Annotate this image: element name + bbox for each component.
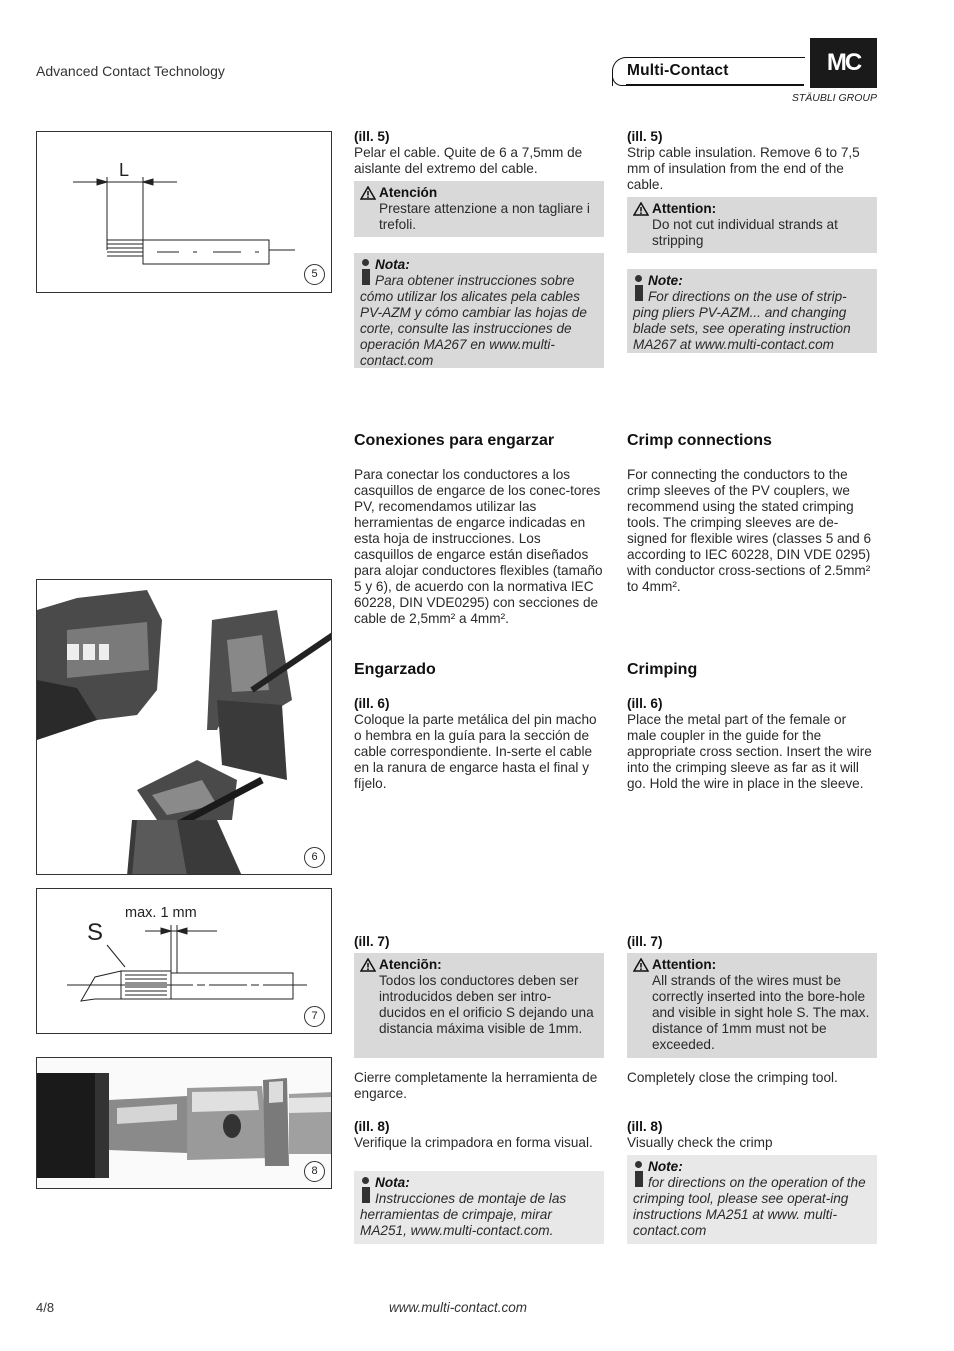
es-ill7-ref: (ill. 7) [354, 934, 390, 949]
en-close-tool-text: Completely close the crimping tool. [627, 1070, 838, 1085]
es-column [354, 129, 604, 368]
en-strip-note-body: For directions on the use of strip-ping pliers PV-AZM... and changing blade sets, see operating instruction MA267 at www.multi-contact.com [633, 289, 851, 352]
en-ill6-ref: (ill. 6) [627, 696, 663, 711]
en-strip-note [627, 269, 877, 353]
warning-icon [360, 186, 376, 200]
brand-underline [626, 84, 804, 86]
footer-url[interactable]: www.multi-contact.com [389, 1300, 528, 1315]
en-strip-warning-body: Do not cut individual strands at stripping [652, 217, 838, 248]
es-check-note-body: Instrucciones de montaje de las herramientas de crimpaje, mirar MA251, www.multi-contact.com. [360, 1191, 567, 1238]
es-crimp-warning-title: Atenciõn: [379, 957, 442, 972]
es-engarzado-text: Coloque la parte metálica del pin macho o hembra en la guía para la sección de cable correspondiente. In-serte el cable en la ranura de engarce hasta el final y fíjelo. [354, 712, 597, 791]
en-check-note [627, 1155, 877, 1244]
es-strip-text: Pelar el cable. Quite de 6 a 7,5mm de aislante del extremo del cable. [354, 145, 583, 176]
en-crimp-warning [627, 953, 877, 1058]
es-strip-warning-body: Prestare attenzione a non tagliare i trefoli. [379, 201, 590, 232]
en-check-text: Visually check the crimp [627, 1135, 773, 1150]
es-strip-warning-title: Atención [379, 185, 438, 200]
es-ill6-ref: (ill. 6) [354, 696, 390, 711]
es-crimp-warning-body: Todos los conductores deben ser introducidos deben ser intro-ducidos en el orificio S dejando una distancia máxima visible de 1mm. [379, 973, 594, 1036]
es-strip-warning [354, 181, 604, 237]
en-ill7-ref: (ill. 7) [627, 934, 663, 949]
info-icon [633, 273, 645, 303]
warning-icon [633, 202, 649, 216]
es-strip-note-body: Para obtener instrucciones sobre cómo utilizar los alicates pela cables PV-AZM y cómo cambiar las hojas de corte, consulte las instrucciones de operación MA267 en www.multi-contact.com [360, 273, 587, 368]
es-check-note-title: Nota: [375, 1175, 410, 1190]
illustration-number-8: 8 [304, 1161, 325, 1182]
es-ill8-ref: (ill. 8) [354, 1119, 390, 1134]
dimension-label-l: L [119, 160, 130, 180]
en-heading-crimping: Crimping [627, 661, 698, 678]
en-check-note-body: for directions on the operation of the crimping tool, please see operat-ing instructions MA251 at www. multi-contact.com [633, 1175, 866, 1238]
en-strip-warning [627, 197, 877, 253]
strip-length-diagram [37, 132, 332, 293]
es-ill5-ref: (ill. 5) [354, 129, 390, 144]
en-crimp-warning-body: All strands of the wires must be correctly inserted into the bore-hole and visible in sight hole S. The max. distance of 1mm must not be exceeded. [652, 973, 870, 1052]
es-heading-engarzado: Engarzado [354, 661, 436, 678]
en-strip-warning-title: Attention: [652, 201, 717, 216]
illustration-8 [36, 1057, 332, 1189]
brand-name: Multi-Contact [627, 62, 729, 79]
en-crimp-warning-title: Attention: [652, 957, 717, 972]
es-check-text: Verifique la crimpadora en forma visual. [354, 1135, 593, 1150]
es-strip-note-title: Nota: [375, 257, 410, 272]
illustration-number-6: 6 [304, 847, 325, 868]
en-heading-crimp-connections: Crimp connections [627, 432, 772, 449]
group-name: STÄUBLI GROUP [791, 92, 877, 104]
header-subtitle: Advanced Contact Technology [36, 63, 225, 79]
en-crimp-connections-text: For connecting the conductors to the crimp sleeves of the PV couplers, we recommend using the stated crimping tools. The crimping sleeves are de-signed for flexible wires (classes 5 and 6 according to IEC 60228, DIN VDE 0295) with conductor cross-sections of 2.5mm² to 4mm². [627, 467, 872, 594]
es-check-note [354, 1171, 604, 1244]
crimp-check-photo [37, 1058, 332, 1189]
en-column [627, 129, 877, 353]
es-heading-conexiones: Conexiones para engarzar [354, 432, 555, 449]
en-crimping-text: Place the metal part of the female or male coupler in the guide for the appropriate cross section. Insert the wire into the crimping sleeve as far as it will go. Hold the wire in place in the sleeve. [627, 712, 872, 791]
crimping-tool-photo [37, 580, 332, 875]
en-ill5-ref: (ill. 5) [627, 129, 663, 144]
info-icon [360, 1175, 372, 1205]
info-icon [633, 1159, 645, 1189]
es-strip-note [354, 253, 604, 368]
brand-logo-block [612, 38, 878, 104]
warning-icon [360, 958, 376, 972]
illustration-5 [36, 131, 332, 293]
en-strip-text: Strip cable insulation. Remove 6 to 7,5 mm of insulation from the end of the cable. [627, 145, 860, 192]
mc-logo: MC [810, 38, 877, 88]
warning-icon [633, 958, 649, 972]
es-conexiones-text: Para conectar los conductores a los casquillos de engarce de los conec-tores PV, recomendamos utilizar las herramientas de engarce indicadas en esta hoja de instrucciones. Los casquillos de engarce están diseñados para alojar conductores flexibles (tamaño 5 y 6), de acuerdo con la normativa IEC 60228, DIN VDE0295) con secciones de cable de 2,5mm² a 4mm². [354, 467, 603, 626]
en-ill8-ref: (ill. 8) [627, 1119, 663, 1134]
es-close-tool-text: Cierre completamente la herramienta de engarce. [354, 1070, 598, 1101]
illustration-6 [36, 579, 332, 875]
max-distance-label: max. 1 mm [125, 905, 197, 921]
info-icon [360, 257, 372, 287]
en-strip-note-title: Note: [648, 273, 683, 288]
sight-hole-label-s: S [87, 919, 104, 946]
es-crimp-warning [354, 953, 604, 1058]
illustration-number-5: 5 [304, 264, 325, 285]
illustration-7 [36, 888, 332, 1034]
en-check-note-title: Note: [648, 1159, 683, 1174]
page-number: 4/8 [36, 1300, 55, 1315]
illustration-number-7: 7 [304, 1006, 325, 1027]
